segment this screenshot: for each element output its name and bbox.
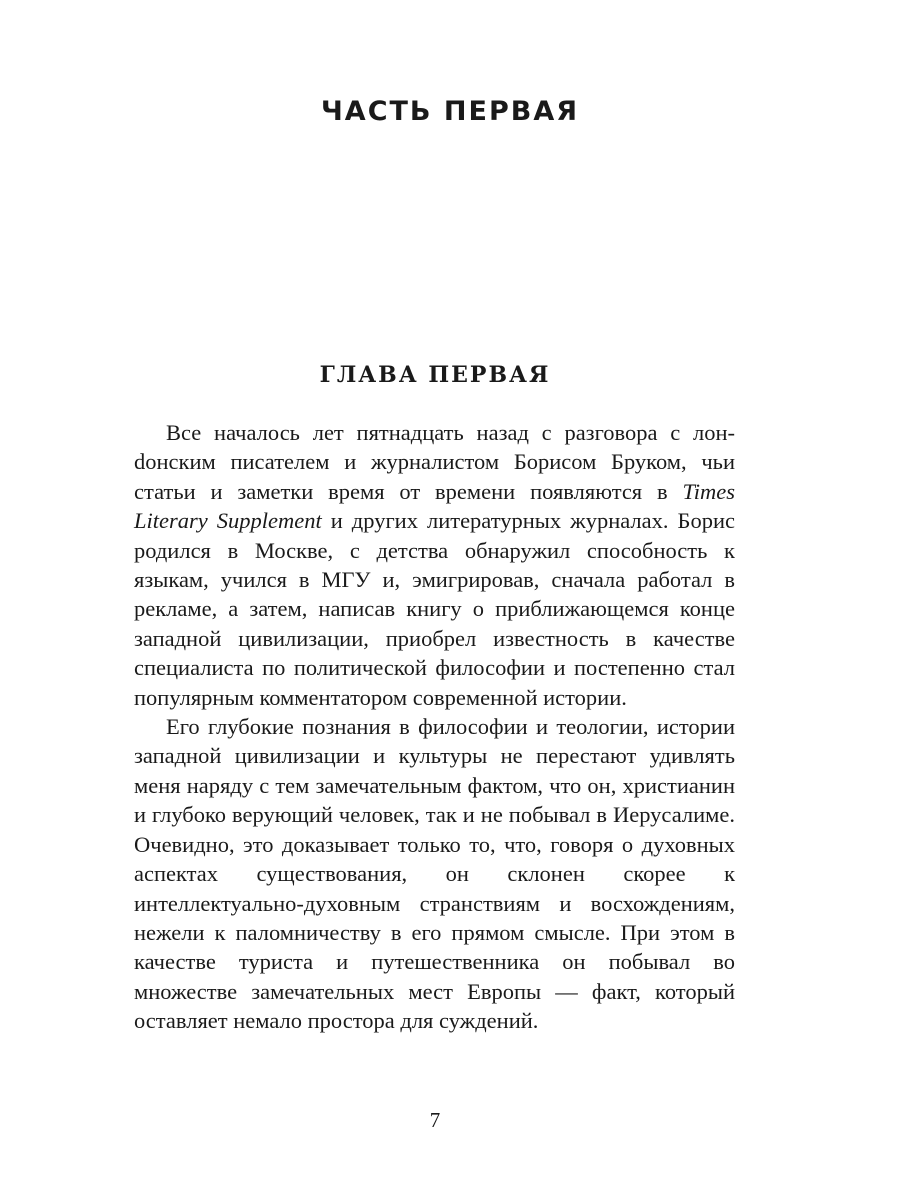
chapter-body xyxy=(134,418,735,1036)
paragraph-2: Его глубокие познания в философии и теологии, истории западной цивилизации и культуры не перестают удивлять меня наряду с тем замечательным фактом, что он, христианин и глубоко верующий человек, так и не побывал в Иерусалиме. Очевидно, это доказывает только то, что, говоря о духовных аспектах существования, он склонен скорее к интеллектуально-духовным странствиям и восхождениям, нежели к паломничеству в его прямом смысле. При этом в качестве туриста и путешественника он побывал во множестве замечательных мест Европы — факт, который оставляет немало простора для суждений. xyxy=(134,714,735,1034)
paragraph-1-end: и других литературных журналах. Борис родился в Москве, с детства обнаружил способность к языкам, учился в МГУ и, эмигрировав, сначала работал в рекламе, а затем, написав книгу о приближающемся конце западной цивилизации, приобрел известность в качестве специалиста по политической философии и постепенно стал популярным комментатором современной истории. xyxy=(134,508,735,710)
paragraph-1 xyxy=(134,418,735,712)
publication-title: Times Literary Supplement xyxy=(134,478,735,534)
paragraph-1-start: Все началось лет пятнадцать назад с разговора с лонdонским писателем и журналистом Борисом Бруком, чьи статьи и заметки время от времени появляются в xyxy=(134,420,735,504)
chapter-title: ГЛАВА ПЕРВАЯ xyxy=(319,362,551,388)
page-number: 7 xyxy=(429,1108,441,1132)
part-title: ЧАСТЬ ПЕРВАЯ xyxy=(320,96,580,127)
